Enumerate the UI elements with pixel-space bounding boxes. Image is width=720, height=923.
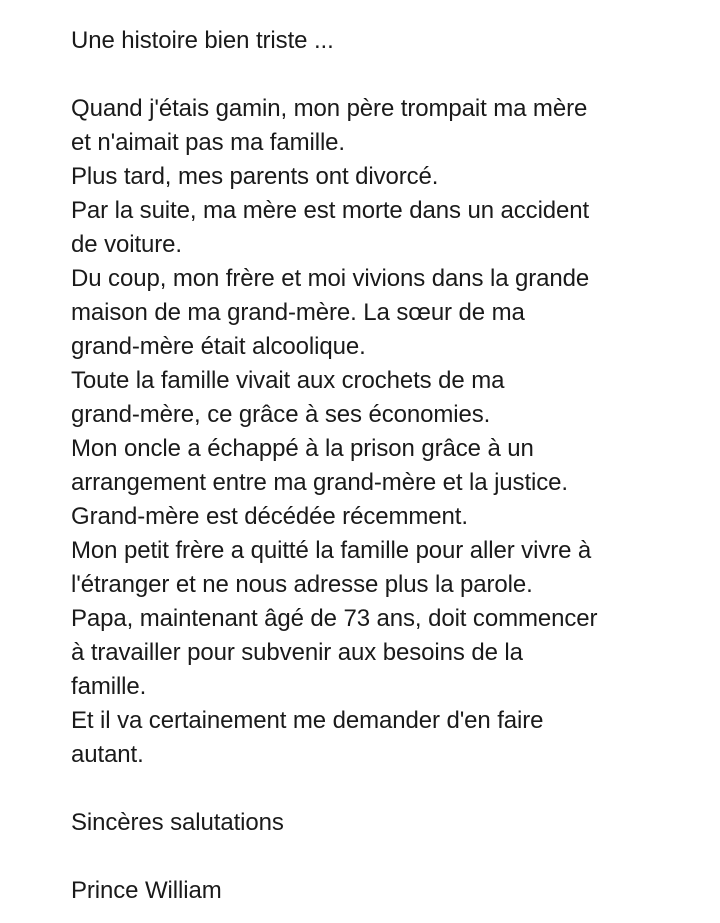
body-line: maison de ma grand-mère. La sœur de ma	[71, 299, 525, 326]
paragraph-gap	[71, 58, 701, 92]
signature: Prince William	[71, 877, 222, 904]
body-line: Du coup, mon frère et moi vivions dans la grande	[71, 265, 590, 292]
body-line: Mon petit frère a quitté la famille pour aller vivre à	[71, 537, 592, 564]
body-line: à travailler pour subvenir aux besoins de la	[71, 639, 523, 666]
post-title: Une histoire bien triste ...	[71, 27, 334, 54]
body-line: Toute la famille vivait aux crochets de ma	[71, 367, 505, 394]
paragraph-gap	[71, 772, 701, 806]
body-line: Grand-mère est décédée récemment.	[71, 503, 468, 530]
body-line: grand-mère était alcoolique.	[71, 333, 366, 360]
body-line: Et il va certainement me demander d'en faire	[71, 707, 544, 734]
post-body	[71, 92, 701, 772]
body-line: Mon oncle a échappé à la prison grâce à un	[71, 435, 534, 462]
body-line: et n'aimait pas ma famille.	[71, 129, 345, 156]
body-line: Plus tard, mes parents ont divorcé.	[71, 163, 439, 190]
body-line: Par la suite, ma mère est morte dans un accident	[71, 197, 590, 224]
body-line: arrangement entre ma grand-mère et la justice.	[71, 469, 568, 496]
body-line: de voiture.	[71, 231, 182, 258]
body-line: l'étranger et ne nous adresse plus la parole.	[71, 571, 533, 598]
body-line: Papa, maintenant âgé de 73 ans, doit commencer	[71, 605, 598, 632]
body-line: grand-mère, ce grâce à ses économies.	[71, 401, 491, 428]
closing-line: Sincères salutations	[71, 809, 284, 836]
body-line: famille.	[71, 673, 147, 700]
body-line: Quand j'étais gamin, mon père trompait ma mère	[71, 95, 588, 122]
body-line: autant.	[71, 741, 144, 768]
paragraph-gap	[71, 840, 701, 874]
post-text	[71, 24, 701, 908]
